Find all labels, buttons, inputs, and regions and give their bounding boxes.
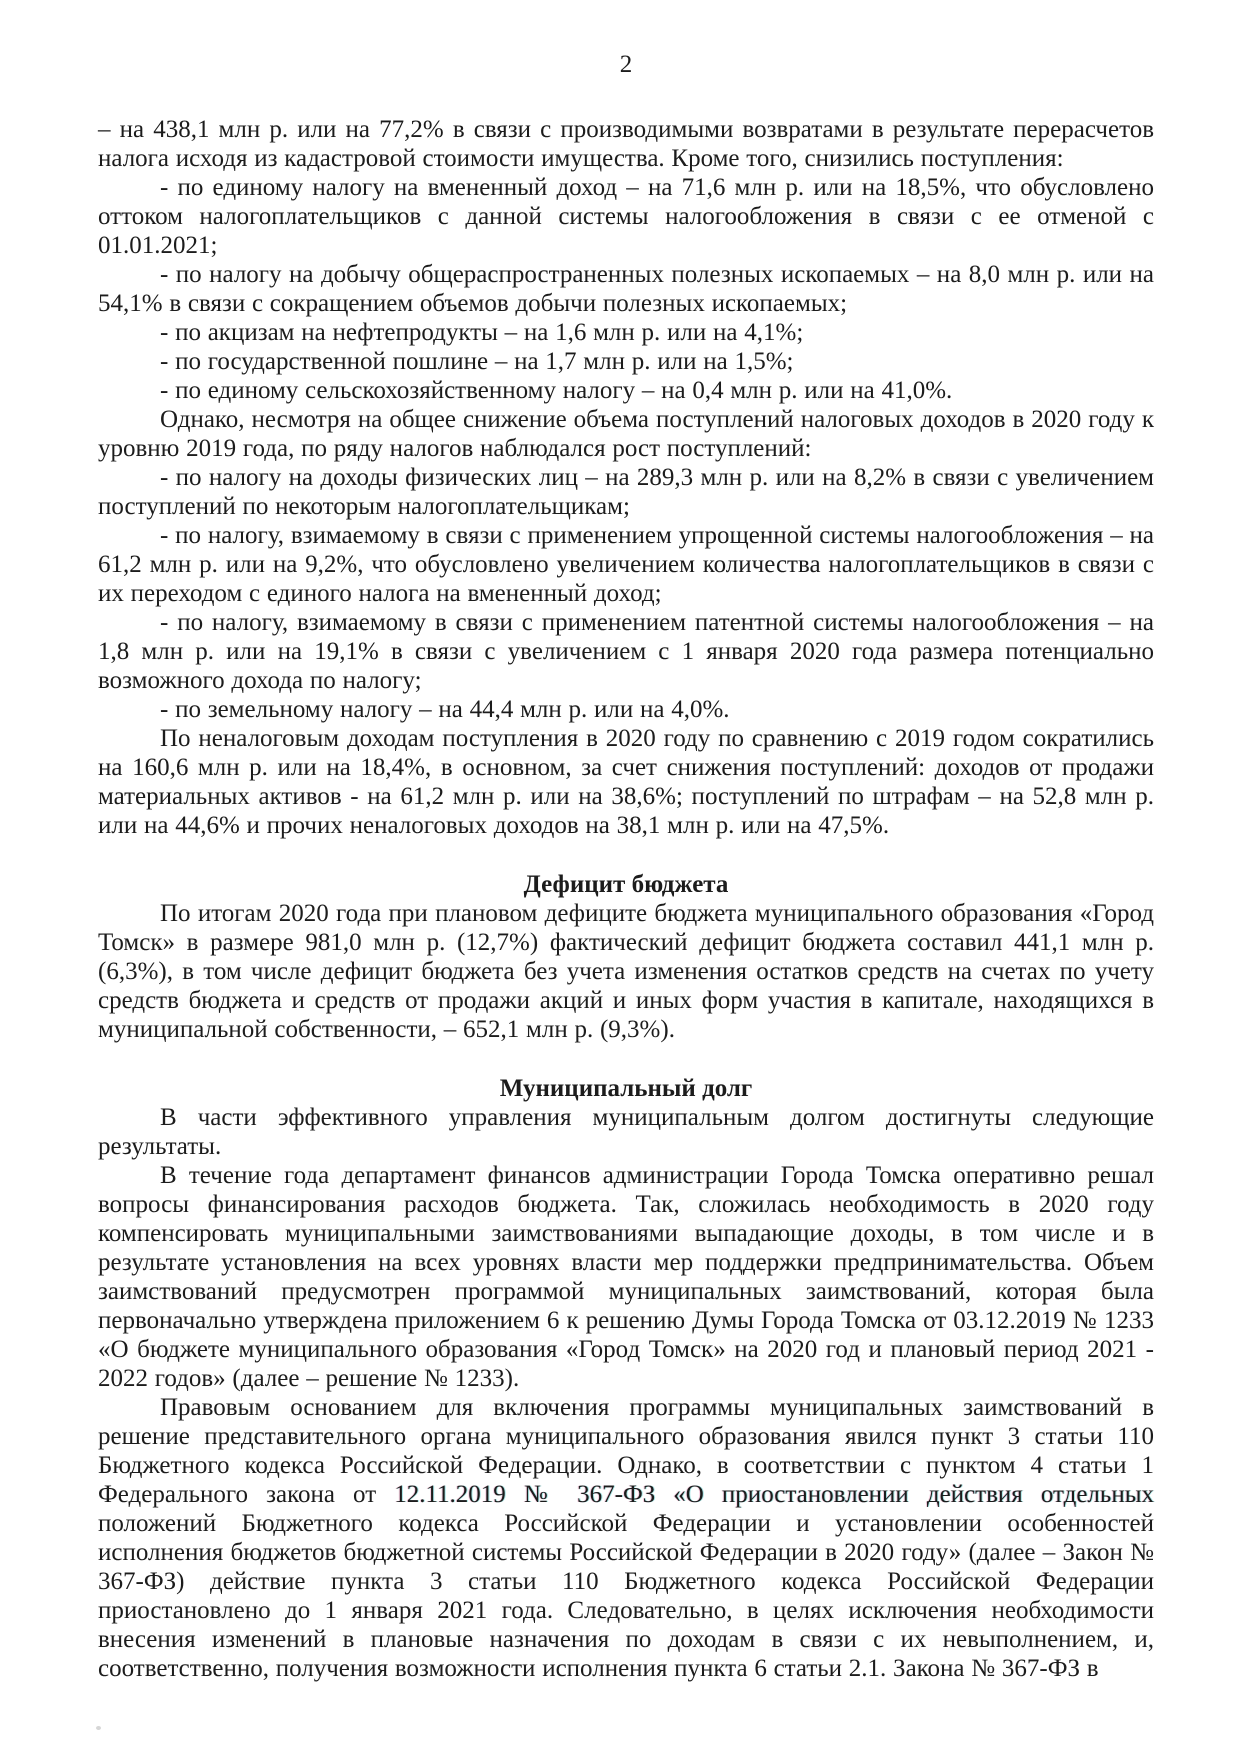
page-number: 2 (619, 51, 633, 78)
section-heading-budget-deficit: Дефицит бюджета (523, 871, 729, 898)
list-item: - по единому сельскохозяйственному налогу – на 0,4 млн р. или на 41,0%. (160, 377, 953, 404)
body-paragraph: По итогам 2020 года при плановом дефиците бюджета муниципального образования «Город Томск» в размере 981,0 млн р. (12,7%) фактический дефицит бюджета составил 441,1 млн р. (6,3%), в том числе дефицит бюджета без учета изменения остатков средств на счетах по учету средств бюджета и средств от продажи акций и иных форм участия в капитале, находящихся в муниципальной собственности, – 652,1 млн р. (9,3%). (98, 900, 1154, 1043)
list-item: - по государственной пошлине – на 1,7 млн р. или на 1,5%; (160, 348, 794, 375)
body-paragraph: Однако, несмотря на общее снижение объема поступлений налоговых доходов в 2020 году к уровню 2019 года, по ряду налогов наблюдался рост поступлений: (98, 406, 1154, 462)
list-item: - по земельному налогу – на 44,4 млн р. или на 4,0%. (160, 696, 730, 723)
body-paragraph (98, 1393, 1154, 1683)
list-item: - по налогу на доходы физических лиц – на 289,3 млн р. или на 8,2% в связи с увеличением поступлений по некоторым налогоплательщикам; (98, 464, 1154, 520)
body-paragraph: В течение года департамент финансов администрации Города Томска оперативно решал вопросы финансирования расходов бюджета. Так, сложилась необходимость в 2020 году компенсировать муниципальными заимствованиями выпадающие доходы, в том числе и в результате установления на всех уровнях власти мер поддержки предпринимательства. Объем заимствований предусмотрен программой муниципальных заимствований, которая была первоначально утверждена приложением 6 к решению Думы Города Томска от 03.12.2019 № 1233 «О бюджете муниципального образования «Город Томск» на 2020 год и плановый период 2021 - 2022 годов» (далее – решение № 1233). (98, 1162, 1154, 1392)
paragraph-text: положений Бюджетного кодекса Российской Федерации и установлении особенностей исполнения бюджетов бюджетной системы Российской Федерации в 2020 году» (далее – Закон № 367-ФЗ) действие пункта 3 статьи 110 Бюджетного кодекса Российской Федерации приостановлено до 1 января 2021 года. Следовательно, в целях исключения необходимости внесения изменений в плановые назначения по доходам в связи с их невыполнением, и, соответственно, получения возможности исполнения пункта 6 статьи 2.1. Закона № 367-ФЗ в (98, 1510, 1154, 1682)
scan-tinted-text: 12.11.2019 № 367-ФЗ «О приостановлении действия отдельных (394, 1481, 1154, 1508)
list-item: - по налогу, взимаемому в связи с применением упрощенной системы налогообложения – на 61,2 млн р. или на 9,2%, что обусловлено увеличением количества налогоплательщиков в связи с их переходом с единого налога на вмененный доход; (98, 522, 1154, 607)
scan-speck-artifact (96, 1726, 101, 1730)
list-item: - по налогу, взимаемому в связи с применением патентной системы налогообложения – на 1,8 млн р. или на 19,1% в связи с увеличением с 1 января 2020 года размера потенциально возможного дохода по налогу; (98, 609, 1154, 694)
body-paragraph: – на 438,1 млн р. или на 77,2% в связи с производимыми возвратами в результате перерасчетов налога исходя из кадастровой стоимости имущества. Кроме того, снизились поступления: (98, 116, 1154, 172)
list-item: - по налогу на добычу общераспространенных полезных ископаемых – на 8,0 млн р. или на 54,1% в связи с сокращением объемов добычи полезных ископаемых; (98, 261, 1154, 317)
list-item: - по акцизам на нефтепродукты – на 1,6 млн р. или на 4,1%; (160, 319, 804, 346)
paragraph-text: Правовым основанием для включения программы муниципальных заимствований в решение представительного органа муниципального образования явился пункт 3 статьи 110 Бюджетного кодекса Российской Федерации. Однако, в соответствии с пунктом 4 статьи 1 Федерального закона от (98, 1394, 1154, 1508)
body-paragraph: По неналоговым доходам поступления в 2020 году по сравнению с 2019 годом сократились на 160,6 млн р. или на 18,4%, в основном, за счет снижения поступлений: доходов от продажи материальных активов - на 61,2 млн р. или на 38,6%; поступлений по штрафам – на 52,8 млн р. или на 44,6% и прочих неналоговых доходов на 38,1 млн р. или на 47,5%. (98, 725, 1154, 839)
list-item: - по единому налогу на вмененный доход – на 71,6 млн р. или на 18,5%, что обусловлено оттоком налогоплательщиков с данной системы налогообложения в связи с ее отменой с 01.01.2021; (98, 174, 1154, 259)
text-block (98, 50, 1154, 1683)
section-heading-municipal-debt: Муниципальный долг (499, 1075, 753, 1102)
body-paragraph: В части эффективного управления муниципальным долгом достигнуты следующие результаты. (98, 1104, 1154, 1160)
